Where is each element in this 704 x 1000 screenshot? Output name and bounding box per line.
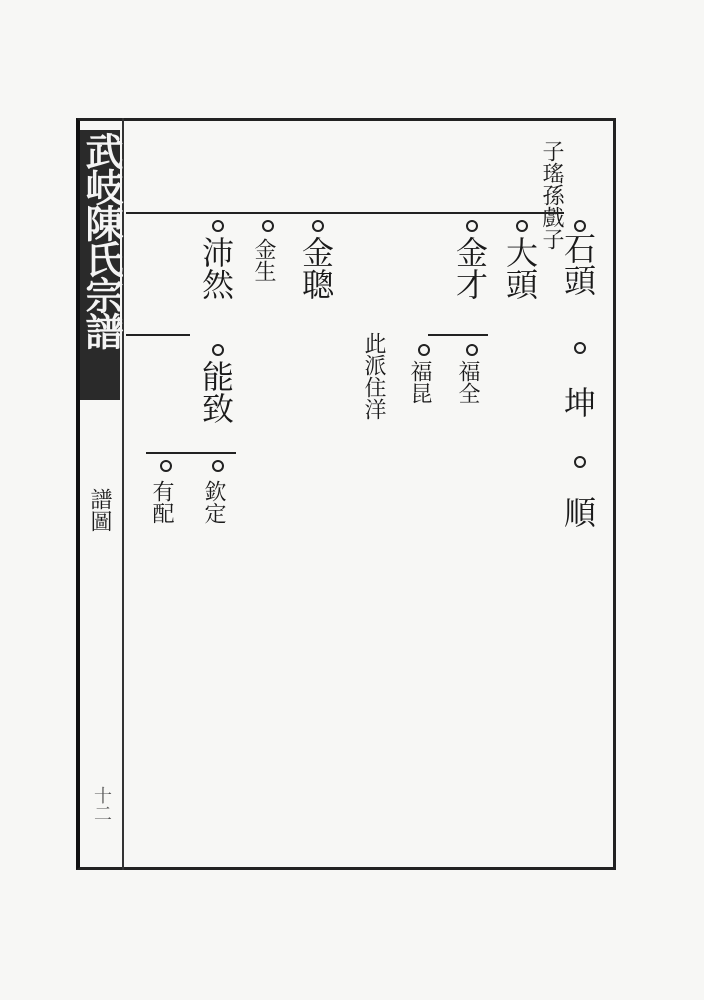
branch-rule: [146, 452, 236, 454]
person-g1: 石頭: [559, 232, 597, 296]
node-ring: [212, 344, 224, 356]
node-ring: [262, 220, 274, 232]
node-ring: [574, 220, 586, 232]
folio-number: 十二: [91, 786, 112, 822]
person-b4: 能致: [197, 360, 235, 424]
person-a1: 大頭: [501, 236, 539, 300]
node-ring: [418, 344, 430, 356]
person-b2: 金生: [251, 238, 276, 282]
person-g2: 坤: [559, 386, 597, 418]
node-ring: [466, 220, 478, 232]
book-title: 武岐陳氏宗譜: [79, 132, 124, 348]
person-a2: 金才: [451, 236, 489, 300]
person-a4: 福昆: [407, 360, 432, 404]
section-label: 譜圖: [87, 488, 112, 532]
annotation-note: 此派住洋: [361, 332, 386, 420]
node-ring: [574, 456, 586, 468]
branch-rule: [126, 334, 190, 336]
node-ring: [212, 220, 224, 232]
person-g3: 順: [559, 496, 597, 528]
person-b1: 金聰: [297, 236, 335, 300]
header-note-1: 子瑤孫戲子: [539, 140, 564, 250]
header-rule: [126, 212, 564, 214]
node-ring: [160, 460, 172, 472]
branch-rule: [428, 334, 488, 336]
node-ring: [312, 220, 324, 232]
person-b5: 欽定: [201, 480, 226, 524]
node-ring: [516, 220, 528, 232]
person-b6: 有配: [149, 480, 174, 524]
person-a3: 福全: [455, 360, 480, 404]
node-ring: [212, 460, 224, 472]
node-ring: [574, 342, 586, 354]
person-b3: 沛然: [197, 236, 235, 300]
node-ring: [466, 344, 478, 356]
